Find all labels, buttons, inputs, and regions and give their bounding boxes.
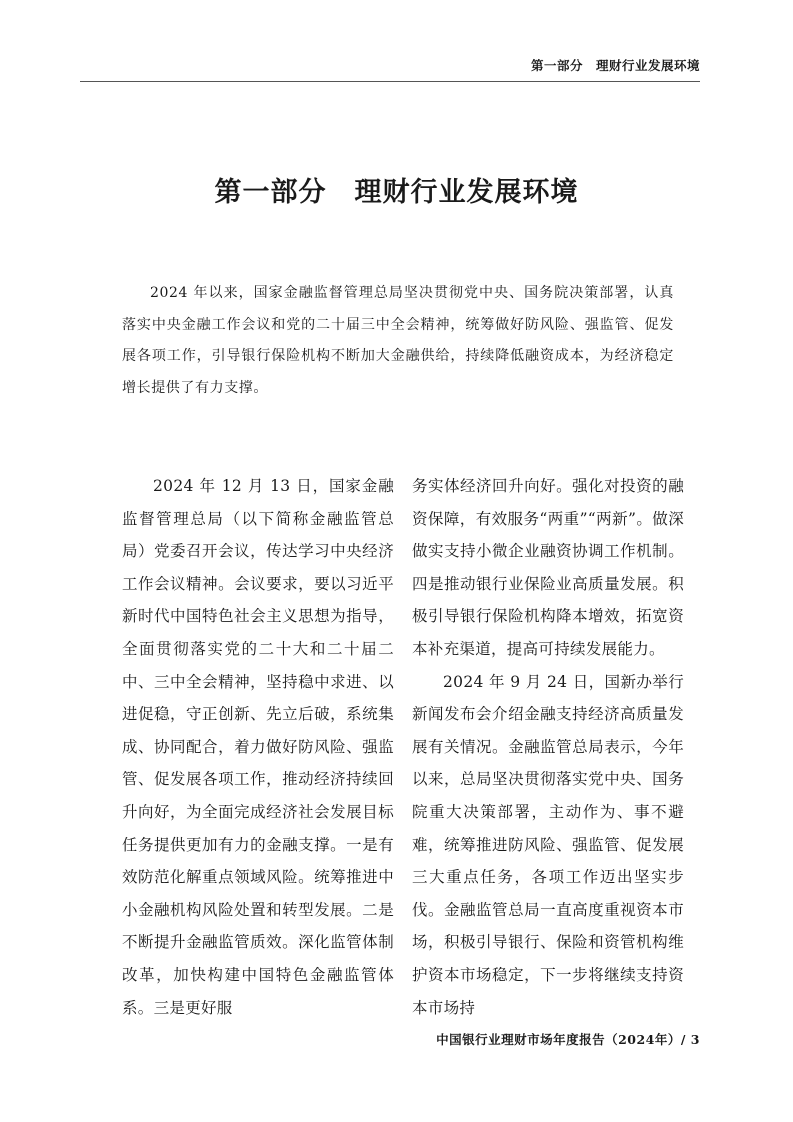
page-footer: 中国银行业理财市场年度报告（2024年）/ 3 xyxy=(436,1032,700,1047)
body-paragraph-continued: 务实体经济回升向好。强化对投资的融资保障，有效服务“两重”“两新”。做深做实支持小微企业融资协调工作机制。四是推动银行业保险业高质量发展。积极引导银行保险机构降本增效，拓宽资本补充渠道，提高可持续发展能力。 xyxy=(412,477,684,658)
body-paragraph: 2024 年 12 月 13 日，国家金融监督管理总局（以下简称金融监管总局）党委召开会议，传达学习中央经济工作会议精神。会议要求，要以习近平新时代中国特色社会主义思想为指导，全面贯彻落实党的二十大和二十届二中、三中全会精神，坚持稳中求进、以进促稳，守正创新、先立后破，系统集成、协同配合，着力做好防风险、强监管、促发展各项工作，推动经济持续回升向好，为全面完成经济社会发展目标任务提供更加有力的金融支撑。一是有效防范化解重点领域风险。统筹推进中小金融机构风险处置和转型发展。二是不断提升金融监管质效。深化监管体制改革，加快构建中国特色金融监管体系。三是更好服 xyxy=(122,477,394,1017)
right-column xyxy=(412,470,684,1024)
chapter-title: 第一部分 理财行业发展环境 xyxy=(214,177,579,208)
running-header: 第一部分 理财行业发展环境 xyxy=(530,58,700,73)
lead-paragraph: 2024 年以来，国家金融监督管理总局坚决贯彻党中央、国务院决策部署，认真落实中央金融工作会议和党的二十届三中全会精神，统筹做好防风险、强监管、促发展各项工作，引导银行保险机构不断加大金融供给，持续降低融资成本，为经济稳定增长提供了有力支撑。 xyxy=(122,285,674,396)
left-column xyxy=(122,470,394,1024)
header-divider xyxy=(80,81,700,82)
body-paragraph: 2024 年 9 月 24 日，国新办举行新闻发布会介绍金融支持经济高质量发展有关情况。金融监管总局表示，今年以来，总局坚决贯彻落实党中央、国务院重大决策部署，主动作为、事不避难，统筹推进防风险、强监管、促发展三大重点任务，各项工作迈出坚实步伐。金融监管总局一直高度重视资本市场，积极引导银行、保险和资管机构维护资本市场稳定，下一步将继续支持资本市场持 xyxy=(412,672,684,1017)
body-columns xyxy=(122,470,712,1017)
